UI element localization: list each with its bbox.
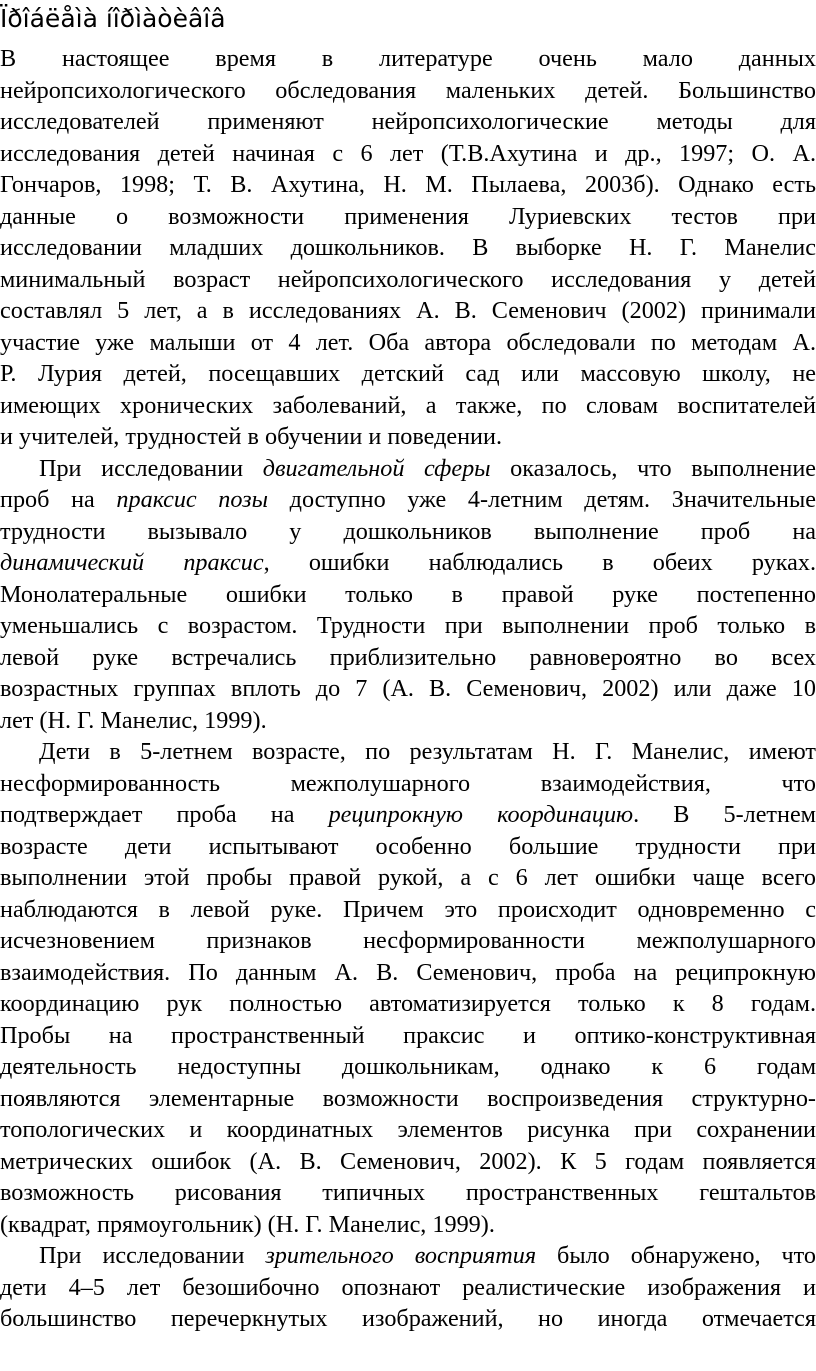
text-line — [0, 957, 816, 989]
text-run: большинство перечеркнутых изображений, но иногда отмечается — [0, 1305, 816, 1332]
text-line — [0, 642, 816, 674]
text-line — [0, 894, 816, 926]
text-run: возрастных группах вплоть до 7 (А. В. Семенович, 2002) или даже 10 — [0, 675, 816, 702]
italic-term: зрительного восприятия — [265, 1242, 537, 1269]
text-line — [0, 799, 816, 831]
text-run: исследования детей начиная с 6 лет (Т.В.Ахутина и др., 1997; О. А. — [0, 139, 816, 167]
text-run: координацию рук полностью автоматизируется только к 8 годам. — [0, 990, 816, 1017]
text-line — [0, 1020, 816, 1052]
text-line — [0, 453, 816, 485]
text-run: метрических ошибок (А. В. Семенович, 2002). К 5 годам появляется — [0, 1147, 816, 1175]
text-line — [0, 736, 816, 768]
text-run: (квадрат, прямоугольник) (Н. Г. Манелис, 1999). — [0, 1210, 495, 1238]
text-run: исследовании младших дошкольников. В выборке Н. Г. Манелис — [0, 234, 816, 261]
text-run: доступно уже 4-летним детям. Значительные — [268, 486, 816, 513]
italic-term: динамический праксис — [0, 549, 264, 576]
text-line — [0, 358, 816, 390]
paragraph — [0, 1240, 816, 1335]
text-run: Р. Лурия детей, посещавших детский сад или массовую школу, не — [0, 360, 816, 387]
text-run: подтверждает проба на — [0, 801, 329, 828]
text-run: выполнении этой пробы правой рукой, а с 6 лет ошибки чаще всего — [0, 864, 816, 891]
text-line — [0, 988, 816, 1020]
text-run: В настоящее время в литературе очень мало данных — [0, 45, 816, 72]
text-line — [0, 673, 816, 705]
text-line — [0, 484, 816, 516]
text-line — [0, 201, 816, 233]
text-line — [0, 169, 816, 201]
text-run: оказалось, что выполнение — [490, 454, 816, 482]
text-line — [0, 295, 816, 327]
text-line — [0, 831, 816, 863]
text-line — [0, 1146, 816, 1178]
text-line — [0, 421, 816, 453]
text-run: проб на — [0, 486, 117, 513]
text-line — [0, 1272, 816, 1304]
text-run: возрасте дети испытывают особенно большие трудности при — [0, 832, 816, 860]
text-run: и учителей, трудностей в обучении и поведении. — [0, 423, 502, 450]
text-run: уменьшались с возрастом. Трудности при выполнении проб только в — [0, 612, 816, 639]
text-run: топологических и координатных элементов рисунка при сохранении — [0, 1116, 816, 1143]
section-heading: Ïðîáëåìà íîðìàòèâîâ — [0, 4, 226, 33]
text-line — [0, 1303, 816, 1335]
text-run: несформированность межполушарного взаимодействия, что — [0, 769, 816, 797]
text-run: исчезновением признаков несформированности межполушарного — [0, 927, 816, 954]
text-line — [0, 43, 816, 75]
text-line — [0, 75, 816, 107]
text-run: Пробы на пространственный праксис и оптико-конструктивная — [0, 1021, 816, 1049]
text-line — [0, 862, 816, 894]
text-line — [0, 1083, 816, 1115]
text-line — [0, 1177, 816, 1209]
text-line — [0, 138, 816, 170]
text-run: нейропсихологического обследования маленьких детей. Большинство — [0, 76, 816, 104]
text-line — [0, 264, 816, 296]
text-run: наблюдаются в левой руке. Причем это происходит одновременно с — [0, 895, 816, 923]
text-run: Гончаров, 1998; Т. В. Ахутина, Н. М. Пылаева, 2003б). Однако есть — [0, 171, 816, 198]
text-run: левой руке встречались приблизительно равновероятно во всех — [0, 643, 816, 671]
text-run: имеющих хронических заболеваний, а также, по словам воспитателей — [0, 391, 816, 419]
paragraph — [0, 736, 816, 1240]
text-line — [0, 768, 816, 800]
text-line — [0, 579, 816, 611]
text-line — [0, 232, 816, 264]
paragraph — [0, 43, 816, 453]
text-run: трудности вызывало у дошкольников выполнение проб на — [0, 517, 816, 545]
text-run: участие уже малыши от 4 лет. Оба автора обследовали по методам А. — [0, 328, 816, 356]
text-run: Дети в 5-летнем возрасте, по результатам Н. Г. Манелис, имеют — [39, 738, 816, 765]
text-line — [0, 1209, 816, 1241]
text-run: возможность рисования типичных пространственных гештальтов — [0, 1179, 816, 1206]
text-line — [0, 925, 816, 957]
text-run: было обнаружено, что — [536, 1242, 816, 1269]
text-run: данные о возможности применения Луриевских тестов при — [0, 202, 816, 230]
text-line — [0, 705, 816, 737]
text-run: При исследовании — [39, 1242, 266, 1269]
text-line — [0, 610, 816, 642]
text-run: деятельность недоступны дошкольникам, однако к 6 годам — [0, 1053, 816, 1080]
text-run: дети 4–5 лет безошибочно опознают реалистические изображения и — [0, 1273, 816, 1301]
text-line — [0, 1051, 816, 1083]
text-run: , ошибки наблюдались в обеих руках. — [263, 549, 816, 576]
text-run: появляются элементарные возможности воспроизведения структурно- — [0, 1084, 816, 1112]
italic-term: двигательной сферы — [262, 454, 491, 482]
text-line — [0, 516, 816, 548]
text-run: взаимодействия. По данным А. В. Семенович, проба на реципрокную — [0, 958, 816, 986]
text-run: При исследовании — [39, 454, 263, 482]
text-run: минимальный возраст нейропсихологического исследования у детей — [0, 265, 816, 293]
text-run: Монолатеральные ошибки только в правой руке постепенно — [0, 580, 816, 608]
text-run: составлял 5 лет, а в исследованиях А. В. Семенович (2002) принимали — [0, 297, 816, 324]
text-line — [0, 106, 816, 138]
text-line — [0, 390, 816, 422]
italic-term: реципрокную координацию — [328, 801, 634, 828]
text-run: лет (Н. Г. Манелис, 1999). — [0, 706, 267, 734]
text-run: . В 5-летнем — [633, 801, 816, 828]
text-line — [0, 1240, 816, 1272]
text-line — [0, 547, 816, 579]
text-line — [0, 1114, 816, 1146]
text-line — [0, 327, 816, 359]
paragraph — [0, 453, 816, 737]
text-run: исследователей применяют нейропсихологические методы для — [0, 108, 816, 135]
italic-term: праксис позы — [116, 486, 268, 513]
document-body — [0, 43, 816, 1335]
